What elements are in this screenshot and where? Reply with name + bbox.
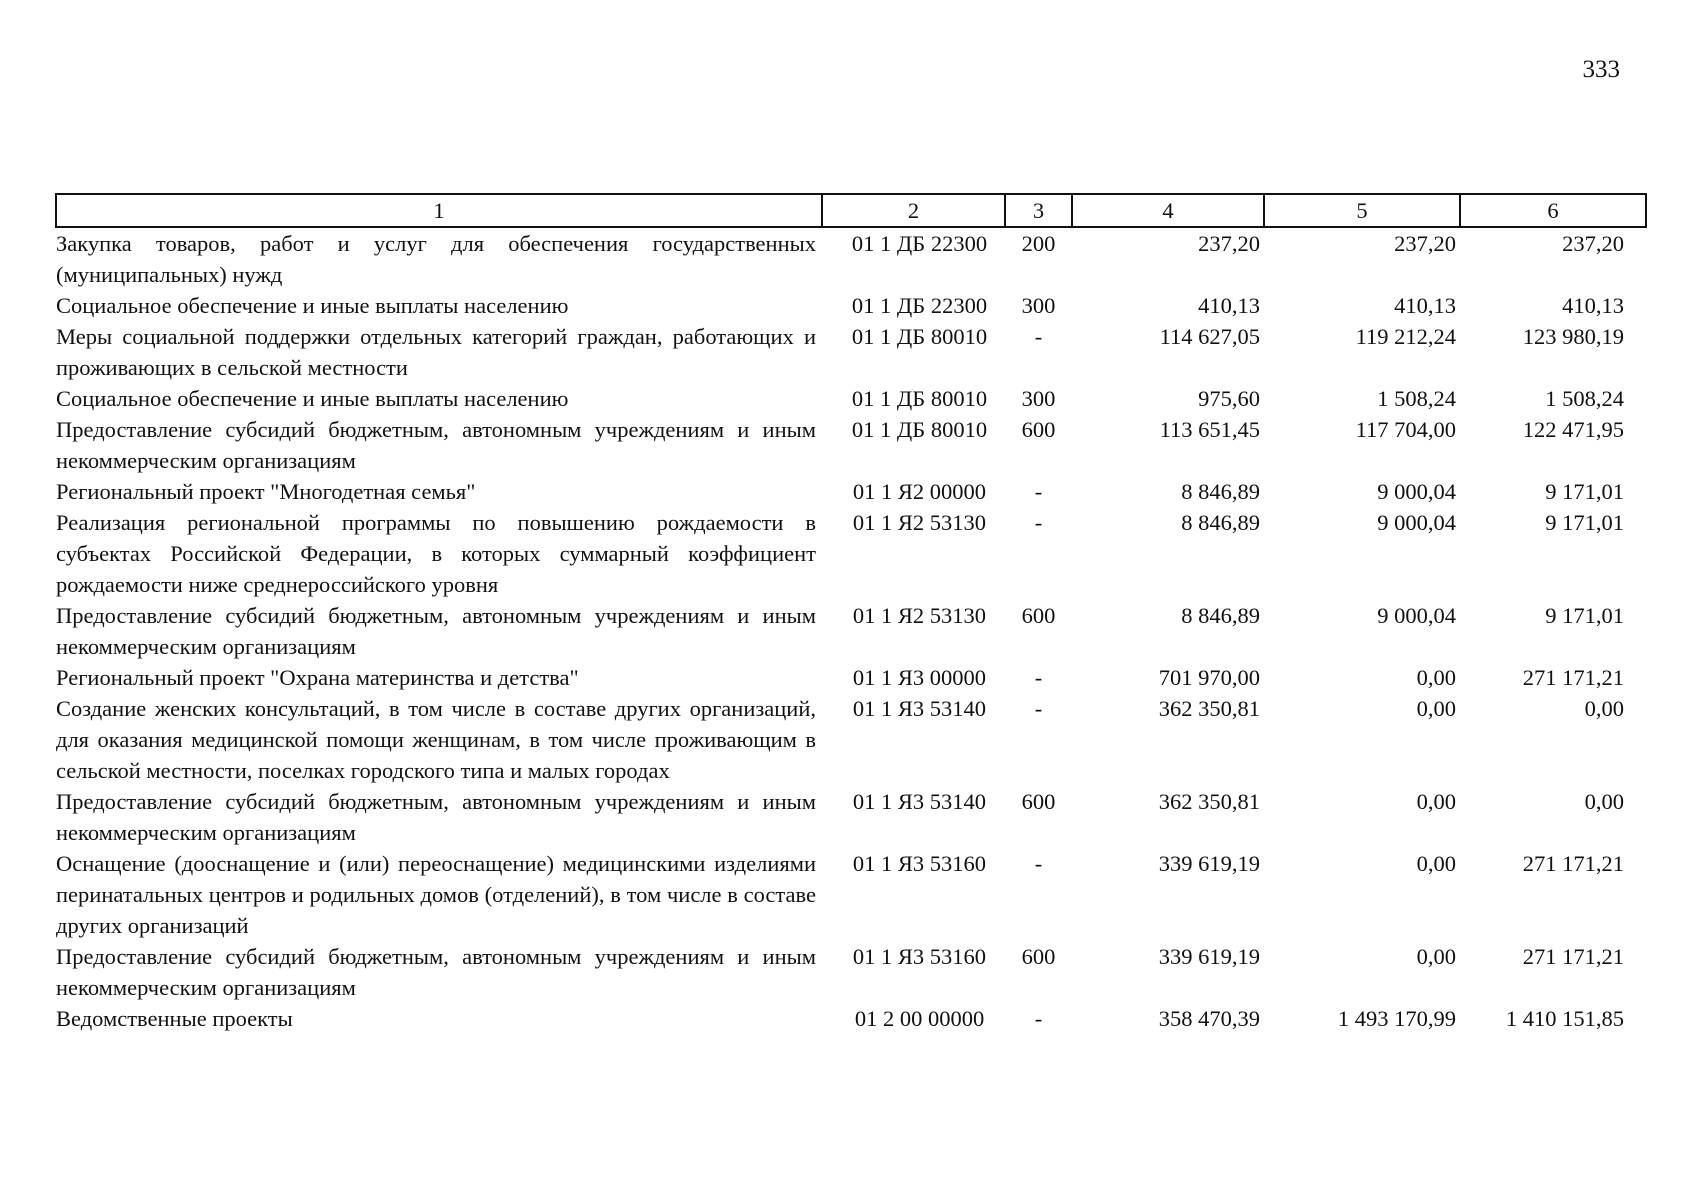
row-name-cell: Предоставление субсидий бюджетным, автономным учреждениям и иным некоммерческим организациям xyxy=(56,417,816,473)
table-row xyxy=(56,786,1646,848)
row-value-col6-cell: 1 410 151,85 xyxy=(1505,1006,1624,1031)
column-header-1: 1 xyxy=(56,194,822,227)
row-value-col4-cell: 339 619,19 xyxy=(1158,851,1260,876)
table-row xyxy=(56,476,1646,507)
table-row xyxy=(56,321,1646,383)
row-name-cell: Предоставление субсидий бюджетным, автономным учреждениям и иным некоммерческим организациям xyxy=(56,944,816,1000)
row-value-col4-cell: 701 970,00 xyxy=(1158,665,1260,690)
table-body xyxy=(56,227,1646,1034)
row-value-col6-cell: 271 171,21 xyxy=(1522,944,1624,969)
row-value-col5-cell: 0,00 xyxy=(1416,789,1456,814)
row-kind-cell: - xyxy=(1034,510,1043,535)
row-value-col5-cell: 410,13 xyxy=(1394,293,1456,318)
row-value-col6-cell: 122 471,95 xyxy=(1522,417,1624,442)
table-row xyxy=(56,414,1646,476)
row-kind-cell: 200 xyxy=(1021,231,1056,256)
row-value-col4-cell: 339 619,19 xyxy=(1158,944,1260,969)
table-row xyxy=(56,693,1646,786)
column-header-3: 3 xyxy=(1005,194,1072,227)
table-row xyxy=(56,662,1646,693)
row-value-col6-cell: 410,13 xyxy=(1562,293,1624,318)
row-kind-cell: - xyxy=(1034,665,1043,690)
row-name-cell: Предоставление субсидий бюджетным, автономным учреждениям и иным некоммерческим организациям xyxy=(56,789,816,845)
row-value-col6-cell: 9 171,01 xyxy=(1545,603,1624,628)
row-value-col6-cell: 271 171,21 xyxy=(1522,851,1624,876)
row-value-col4-cell: 362 350,81 xyxy=(1158,789,1260,814)
row-value-col6-cell: 9 171,01 xyxy=(1545,510,1624,535)
table-header-row xyxy=(56,194,1646,227)
row-kind-cell: - xyxy=(1034,696,1043,721)
row-name-cell: Закупка товаров, работ и услуг для обеспечения государственных (муниципальных) нужд xyxy=(56,231,816,287)
table-row xyxy=(56,848,1646,941)
row-kind-cell: 300 xyxy=(1021,293,1056,318)
page-number: 333 xyxy=(1582,56,1620,83)
row-value-col6-cell: 237,20 xyxy=(1562,231,1624,256)
row-code-cell: 01 1 ДБ 22300 xyxy=(851,231,988,256)
row-name-cell: Социальное обеспечение и иные выплаты населению xyxy=(56,386,569,411)
row-name-cell: Реализация региональной программы по повышению рождаемости в субъектах Российской Федерации, в которых суммарный коэффициент рождаемости ниже среднероссийского уровня xyxy=(56,510,816,597)
table-row xyxy=(56,1003,1646,1034)
row-value-col6-cell: 9 171,01 xyxy=(1545,479,1624,504)
row-kind-cell: 600 xyxy=(1021,603,1056,628)
row-name-cell: Предоставление субсидий бюджетным, автономным учреждениям и иным некоммерческим организациям xyxy=(56,603,816,659)
row-kind-cell: - xyxy=(1034,324,1043,349)
row-code-cell: 01 1 ДБ 80010 xyxy=(851,386,988,411)
row-code-cell: 01 1 Я2 00000 xyxy=(852,479,987,504)
row-kind-cell: 600 xyxy=(1021,417,1056,442)
row-value-col5-cell: 0,00 xyxy=(1416,665,1456,690)
row-name-cell: Оснащение (дооснащение и (или) переоснащение) медицинскими изделиями перинатальных центров и родильных домов (отделений), в том числе в составе других организаций xyxy=(56,851,816,938)
row-value-col5-cell: 1 493 170,99 xyxy=(1337,1006,1456,1031)
row-kind-cell: - xyxy=(1034,479,1043,504)
row-code-cell: 01 1 Я3 53140 xyxy=(852,789,987,814)
budget-table xyxy=(55,193,1647,1034)
row-name-cell: Создание женских консультаций, в том числе в составе других организаций, для оказания медицинской помощи женщинам, в том числе проживающим в сельской местности, поселках городского типа и малых городах xyxy=(56,696,816,783)
row-value-col5-cell: 9 000,04 xyxy=(1377,510,1456,535)
row-name-cell: Меры социальной поддержки отдельных категорий граждан, работающих и проживающих в сельской местности xyxy=(56,324,816,380)
row-value-col5-cell: 9 000,04 xyxy=(1377,479,1456,504)
column-header-2: 2 xyxy=(822,194,1005,227)
row-value-col4-cell: 362 350,81 xyxy=(1158,696,1260,721)
row-value-col5-cell: 117 704,00 xyxy=(1355,417,1456,442)
row-value-col6-cell: 271 171,21 xyxy=(1522,665,1624,690)
row-kind-cell: - xyxy=(1034,1006,1043,1031)
row-value-col6-cell: 1 508,24 xyxy=(1545,386,1624,411)
row-value-col5-cell: 0,00 xyxy=(1416,851,1456,876)
row-value-col4-cell: 114 627,05 xyxy=(1159,324,1260,349)
row-kind-cell: - xyxy=(1034,851,1043,876)
row-value-col4-cell: 8 846,89 xyxy=(1181,603,1260,628)
row-value-col6-cell: 0,00 xyxy=(1584,789,1624,814)
row-value-col5-cell: 9 000,04 xyxy=(1377,603,1456,628)
row-code-cell: 01 1 ДБ 80010 xyxy=(851,324,988,349)
row-value-col4-cell: 975,60 xyxy=(1198,386,1260,411)
table-row xyxy=(56,290,1646,321)
row-code-cell: 01 1 Я3 53160 xyxy=(852,851,987,876)
row-name-cell: Региональный проект "Многодетная семья" xyxy=(56,479,476,504)
row-value-col5-cell: 0,00 xyxy=(1416,944,1456,969)
row-name-cell: Социальное обеспечение и иные выплаты населению xyxy=(56,293,569,318)
row-kind-cell: 300 xyxy=(1021,386,1056,411)
column-header-5: 5 xyxy=(1264,194,1460,227)
row-code-cell: 01 1 ДБ 80010 xyxy=(851,417,988,442)
table-row xyxy=(56,600,1646,662)
row-code-cell: 01 1 Я3 53160 xyxy=(852,944,987,969)
row-name-cell: Региональный проект "Охрана материнства и детства" xyxy=(56,665,579,690)
row-value-col6-cell: 0,00 xyxy=(1584,696,1624,721)
row-value-col4-cell: 237,20 xyxy=(1198,231,1260,256)
column-header-6: 6 xyxy=(1460,194,1646,227)
row-value-col4-cell: 8 846,89 xyxy=(1181,479,1260,504)
row-code-cell: 01 1 Я2 53130 xyxy=(852,603,987,628)
row-value-col4-cell: 113 651,45 xyxy=(1159,417,1260,442)
row-value-col4-cell: 358 470,39 xyxy=(1158,1006,1260,1031)
row-value-col4-cell: 8 846,89 xyxy=(1181,510,1260,535)
table-row xyxy=(56,227,1646,290)
row-value-col5-cell: 119 212,24 xyxy=(1355,324,1456,349)
row-code-cell: 01 1 ДБ 22300 xyxy=(851,293,988,318)
row-code-cell: 01 2 00 00000 xyxy=(854,1006,985,1031)
row-value-col5-cell: 1 508,24 xyxy=(1377,386,1456,411)
row-name-cell: Ведомственные проекты xyxy=(56,1006,293,1031)
row-code-cell: 01 1 Я3 00000 xyxy=(852,665,987,690)
row-value-col5-cell: 237,20 xyxy=(1394,231,1456,256)
row-kind-cell: 600 xyxy=(1021,789,1056,814)
table-row xyxy=(56,507,1646,600)
row-value-col6-cell: 123 980,19 xyxy=(1522,324,1624,349)
row-value-col5-cell: 0,00 xyxy=(1416,696,1456,721)
row-value-col4-cell: 410,13 xyxy=(1198,293,1260,318)
table-row xyxy=(56,941,1646,1003)
row-kind-cell: 600 xyxy=(1021,944,1056,969)
column-header-4: 4 xyxy=(1072,194,1264,227)
row-code-cell: 01 1 Я2 53130 xyxy=(852,510,987,535)
row-code-cell: 01 1 Я3 53140 xyxy=(852,696,987,721)
table-row xyxy=(56,383,1646,414)
